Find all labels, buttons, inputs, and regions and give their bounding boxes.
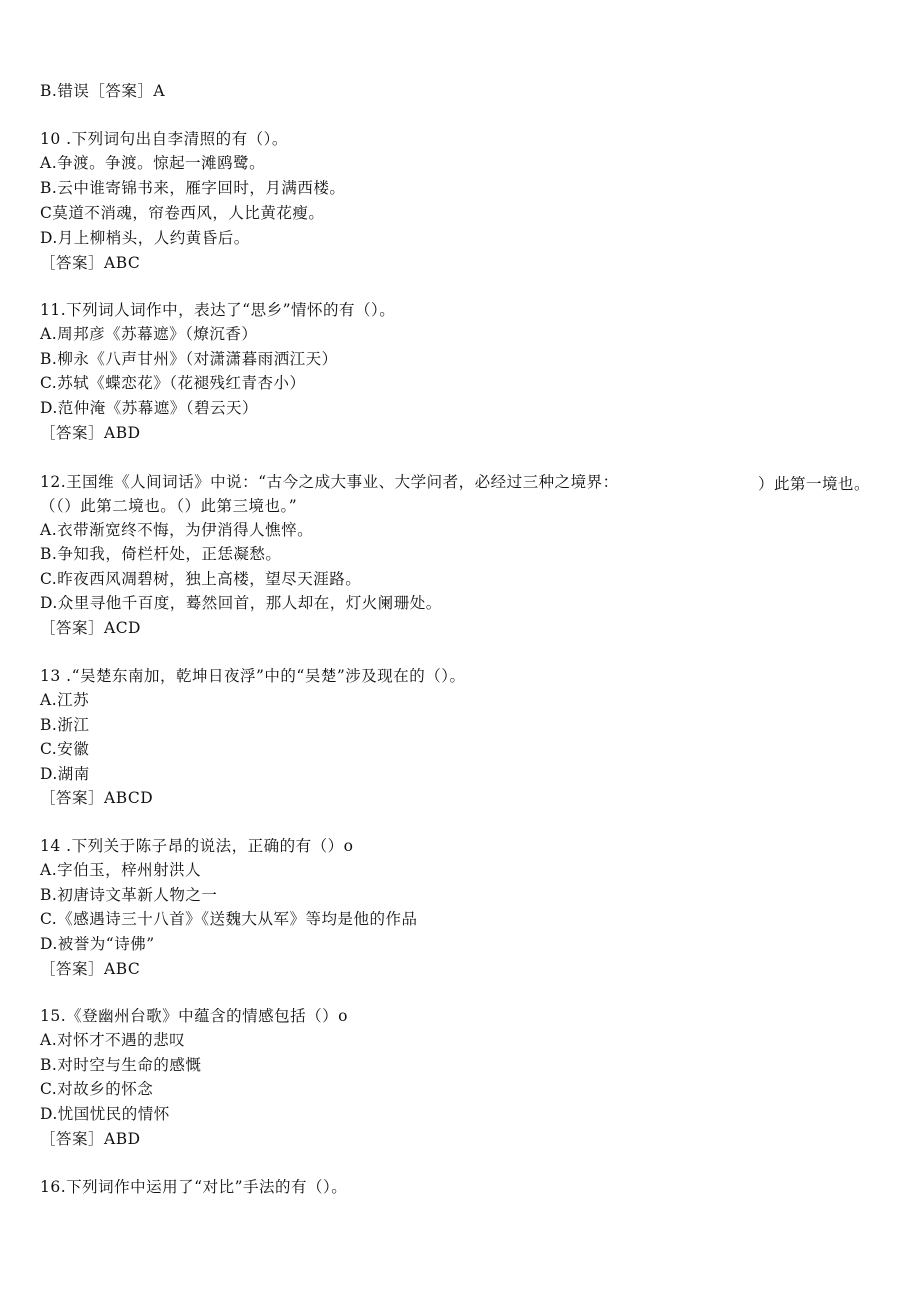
option-15-d: D.忧国忧民的情怀: [40, 1105, 170, 1123]
answer-11: ［答案］ABD: [40, 424, 141, 442]
question-14: 14 .下列关于陈子昂的说法，正确的有（）o: [40, 837, 354, 855]
option-15-b: B.对时空与生命的感慨: [40, 1056, 202, 1074]
option-14-a: A.字伯玉，梓州射洪人: [40, 861, 202, 879]
question-10: 10 .下列词句出自李清照的有（）。: [40, 130, 288, 148]
option-14-b: B.初唐诗文革新人物之一: [40, 886, 218, 904]
option-14-c: C.《感遇诗三十八首》《送魏大从军》等均是他的作品: [40, 910, 418, 928]
option-10-a: A.争渡。争渡。惊起一滩鸥鹭。: [40, 154, 266, 172]
option-12-b: B.争知我，倚栏杆处，正恁凝愁。: [40, 545, 282, 563]
answer-12: ［答案］ACD: [40, 619, 141, 637]
answer-10: ［答案］ABC: [40, 254, 141, 272]
option-15-c: C.对故乡的怀念: [40, 1080, 154, 1098]
option-15-a: A.对怀才不遇的悲叹: [40, 1031, 186, 1049]
question-12: 12.王国维《人间词话》中说：“古今之成大事业、大学问者，必经过三种之境界：: [40, 473, 619, 491]
answer-line-9: B.错误［答案］A: [40, 82, 166, 100]
option-11-a: A.周邦彦《苏幕遮》（燎沉香）: [40, 325, 258, 343]
option-13-d: D.湖南: [40, 765, 90, 783]
option-10-d: D.月上柳梢头，人约黄昏后。: [40, 229, 250, 247]
question-12-continued: （（）此第二境也。（）此第三境也。”: [40, 497, 298, 515]
option-11-c: C.苏轼《蝶恋花》（花褪残红青杏小）: [40, 374, 306, 392]
question-12-blank-1: ）此第一境也。: [758, 475, 871, 493]
option-11-d: D.范仲淹《苏幕遮》（碧云天）: [40, 399, 259, 417]
option-10-c: C莫道不消魂，帘卷西风，人比黄花瘦。: [40, 204, 325, 222]
answer-15: ［答案］ABD: [40, 1130, 141, 1148]
option-13-a: A.江苏: [40, 691, 90, 709]
option-14-d: D.被誉为“诗佛”: [40, 935, 155, 953]
option-12-c: C.昨夜西风凋碧树，独上高楼，望尽天涯路。: [40, 570, 362, 588]
answer-13: ［答案］ABCD: [40, 789, 154, 807]
question-11: 11.下列词人词作中，表达了“思乡”情怀的有（）。: [40, 301, 396, 319]
question-16: 16.下列词作中运用了“对比”手法的有（）。: [40, 1178, 348, 1196]
answer-14: ［答案］ABC: [40, 960, 141, 978]
option-13-c: C.安徽: [40, 740, 90, 758]
option-10-b: B.云中谁寄锦书来，雁字回时，月满西楼。: [40, 179, 346, 197]
option-11-b: B.柳永《八声甘州》（对潇潇暮雨洒江天）: [40, 350, 338, 368]
question-15: 15.《登幽州台歌》中蕴含的情感包括（）o: [40, 1007, 348, 1025]
option-12-d: D.众里寻他千百度，蓦然回首，那人却在，灯火阑珊处。: [40, 594, 442, 612]
option-13-b: B.浙江: [40, 716, 90, 734]
question-13: 13 .“吴楚东南加，乾坤日夜浮”中的“吴楚”涉及现在的（）。: [40, 667, 466, 685]
option-12-a: A.衣带渐宽终不悔，为伊消得人憔悴。: [40, 521, 314, 539]
